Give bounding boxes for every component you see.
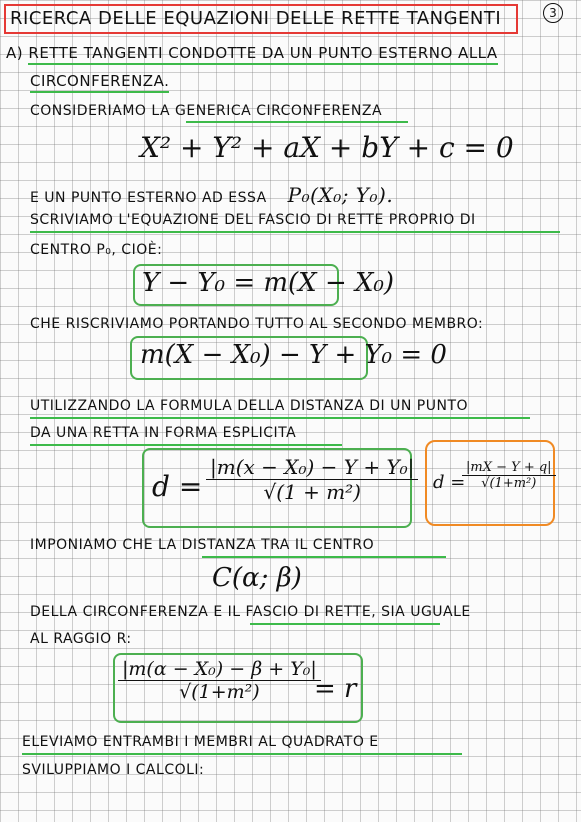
text-line-2 <box>30 183 393 207</box>
underline-explicit-form <box>30 444 342 446</box>
text-line-9: DELLA CIRCONFERENZA E IL FASCIO DI RETTE, SIA UGUALE <box>30 604 471 620</box>
radius-numerator: |m(α − X₀) − β + Y₀| <box>118 658 321 681</box>
page-number: 3 <box>543 3 563 23</box>
distance-lhs: d = <box>152 470 203 503</box>
underline-generic-circle <box>186 121 408 123</box>
distance-numerator: |m(x − X₀) − Y + Y₀| <box>206 455 418 480</box>
center-point: C(α; β) <box>212 563 302 593</box>
section-a-title-1: RETTE TANGENTI CONDOTTE DA UN PUNTO ESTERNO ALLA <box>28 44 497 65</box>
underline-square <box>22 753 462 755</box>
side-numerator: |mX − Y + q| <box>462 460 556 476</box>
text-line-4: CENTRO P₀, CIOÈ: <box>30 242 163 258</box>
text-line-3: SCRIVIAMO L'EQUAZIONE DEL FASCIO DI RETTE PROPRIO DI <box>30 212 476 228</box>
radius-fraction <box>118 658 321 703</box>
underline-center-distance <box>202 556 446 558</box>
radius-denominator: √(1+m²) <box>179 681 260 703</box>
side-lhs: d = <box>433 472 466 493</box>
section-a-label: A) <box>6 44 24 62</box>
section-a-title-2 <box>30 72 169 90</box>
underline-pencil-lines <box>250 623 440 625</box>
text-line-5: CHE RISCRIVIAMO PORTANDO TUTTO AL SECONDO MEMBRO: <box>30 316 484 332</box>
text-line-7: DA UNA RETTA IN FORMA ESPLICITA <box>30 425 297 441</box>
text-line-11: ELEVIAMO ENTRAMBI I MEMBRI AL QUADRATO E <box>22 734 379 750</box>
pencil-equation: Y − Y₀ = m(X − X₀) <box>142 268 395 298</box>
side-denominator: √(1+m²) <box>481 476 537 491</box>
underline-pencil <box>30 231 560 233</box>
text-line-10: AL RAGGIO R: <box>30 631 132 647</box>
circle-equation: X² + Y² + aX + bY + c = 0 <box>140 131 514 164</box>
external-point: P₀(X₀; Y₀). <box>287 183 394 207</box>
section-a-heading <box>6 44 498 62</box>
side-fraction <box>462 460 556 491</box>
text-line-1: CONSIDERIAMO LA GENERICA CIRCONFERENZA <box>30 103 383 119</box>
underline-distance-formula <box>30 417 530 419</box>
section-a-title-2-text: CIRCONFERENZA. <box>30 72 169 93</box>
pencil-implicit-equation: m(X − X₀) − Y + Y₀ = 0 <box>140 340 447 370</box>
distance-fraction <box>206 455 418 504</box>
text-line-6: UTILIZZANDO LA FORMULA DELLA DISTANZA DI UN PUNTO <box>30 398 469 414</box>
text-line-8: IMPONIAMO CHE LA DISTANZA TRA IL CENTRO <box>30 537 375 553</box>
radius-rhs: = r <box>314 674 357 704</box>
distance-denominator: √(1 + m²) <box>263 480 361 504</box>
text-line-2-text: E UN PUNTO ESTERNO AD ESSA <box>30 190 267 206</box>
page-title: RICERCA DELLE EQUAZIONI DELLE RETTE TANGENTI <box>4 4 518 34</box>
text-line-12: SVILUPPIAMO I CALCOLI: <box>22 762 205 778</box>
